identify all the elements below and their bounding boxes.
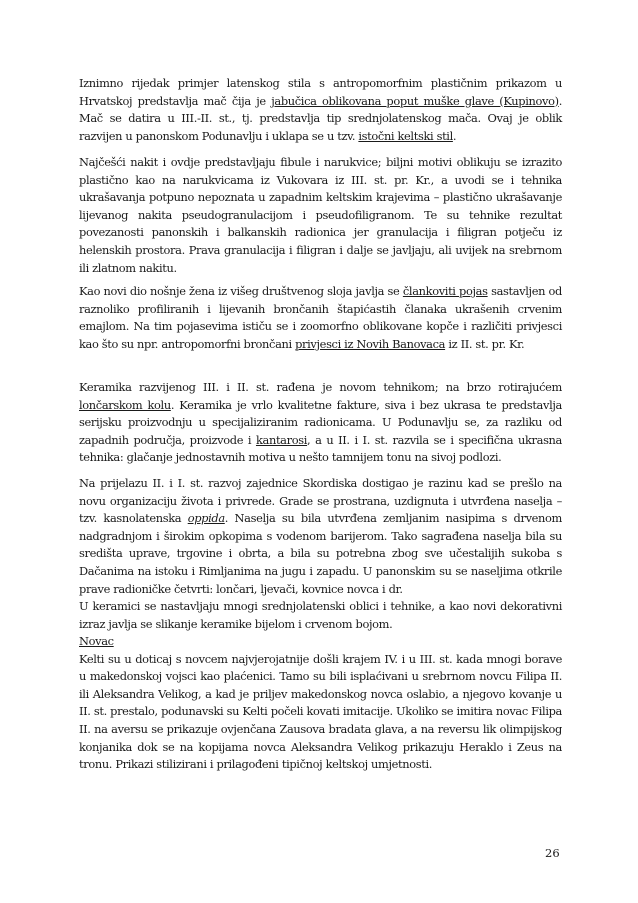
text-run: .	[452, 128, 457, 143]
paragraph-pottery	[79, 379, 562, 467]
text-run: . Keramika je vrlo kvalitetne fakture, siva i bez ukrasa te predstavlja serijsku proizvodnju u specijaliziranim radionicama. U Podunavlju se, za razliku od zapadnih područja, proizvode i	[79, 397, 563, 447]
text-run: Na prijelazu II. i I. st. razvoj zajednice Skordiska dostigao je razinu kad se prešlo na novu organizaciju života i privrede. Grade se prostrana, uzdignuta i utvrđena naselja – tzv. kasnolatenska	[79, 476, 562, 526]
paragraph-sword	[79, 75, 562, 145]
link-oppida[interactable]: oppida	[187, 511, 225, 526]
paragraph-jewellery	[79, 154, 562, 277]
page-number: 26	[545, 846, 560, 860]
section-coinage	[79, 633, 562, 774]
paragraph-oppida	[79, 475, 562, 633]
paragraph-text: Kelti su u doticaj s novcem najvjerojatnije došli krajem IV. i u III. st. kada mnogi borave u makedonskoj vojsci kao plaćenici. Tamo su bili isplaćivani u srebrnom novcu Filipa II. ili Aleksandra Velikog, a kad je priljev makedonskog novca oslabio, a njegovo kovanje u II. st. prestalo, podunavski su Kelti počeli kovati imitacije. Ukoliko se imitira novac Filipa II. na aversu se prikazuje ovjenčana Zausova bradata glava, a na reversu lik olimpijskog konjanika dok se na kopijama novca Aleksandra Velikog prikazuju Heraklo i Zeus na tronu. Prikazi stilizirani i prilagođeni tipičnoj keltskoj umjetnosti.	[79, 651, 562, 772]
text-run: Iznimno rijedak primjer latenskog stila s antropomorfnim plastičnim prikazom u Hrvatskoj predstavlja mač čija je	[79, 76, 562, 108]
link-kupinovo-pommel[interactable]: jabučica oblikovana poput muške glave (Kupinovo)	[271, 93, 559, 108]
link-segmented-belt[interactable]: člankoviti pojas	[402, 284, 488, 298]
link-potters-wheel[interactable]: lončarskom kolu	[79, 397, 171, 412]
text-run: iz II. st. pr. Kr.	[445, 336, 525, 351]
text-run: Kao novi dio nošnje žena iz višeg društvenog sloja javlja se	[79, 284, 403, 298]
text-run: sastavljen od raznoliko profiliranih i lijevanih brončanih štapićastih članaka ukrašenih crvenim emajlom. Na tim pojasevima ističu se i zoomorfno oblikovane kopče i različiti privjesci kao što su npr. antropomorfni brončani	[79, 284, 563, 351]
section-heading: Novac	[79, 634, 114, 648]
link-eastern-celtic-style[interactable]: istočni keltski stil	[358, 128, 453, 143]
paragraph-text: U keramici se nastavljaju mnogi srednjolatenski oblici i tehnike, a kao novi dekorativni izraz javlja se slikanje keramike bijelom i crvenom bojom.	[79, 599, 562, 631]
link-kantharoi[interactable]: kantarosi	[255, 432, 308, 447]
text-run: , a u II. i I. st. razvila se i specifična ukrasna tehnika: glačanje jednostavnih motiva u nešto tamnijem tonu na sivoj podlozi.	[79, 432, 562, 465]
text-run: . Naselja su bila utvrđena zemljanim nasipima s drvenom nadgradnjom i širokim opkopima s vodenom barijerom. Tako sagrađena naselja bila su središta uprave, trgovine i obrta, a bila su potrebna zbog sve učestalijih sukoba s Dačanima na istoku i Rimljanima na jugu i zapadu. U panonskim su se naseljima otkrile prave radioničke četvrti: lončari, ljevači, kovnice novca i dr.	[79, 511, 562, 596]
text-run: Keramika razvijenog III. i II. st. rađena je novom tehnikom; na brzo rotirajućem	[79, 380, 562, 394]
link-novi-banovci-pendants[interactable]: privjesci iz Novih Banovaca	[295, 336, 446, 351]
paragraph-belt	[79, 283, 562, 353]
paragraph-text: Najčešći nakit i ovdje predstavljaju fibule i narukvice; biljni motivi oblikuju se izrazito plastično kao na narukvicama iz Vukovara iz III. st. pr. Kr., a uvodi se i tehnika ukrašavanja potpuno nepoznata u zapadnim keltskim krajevima – plastično ukrašavanje lijevanog nakita pseudogranulacijom i pseudofiligranom. Te su tehnike rezultat povezanosti panonskih i balkanskih radionica jer granulacija i filigran potječu iz helenskih prostora. Prava granulacija i filigran i dalje se javljaju, ali uvijek na srebrnom ili zlatnom nakitu.	[79, 155, 562, 275]
text-run: . Mač se datira u III.-II. st., tj. predstavlja tip srednjolatenskog mača. Ovaj je oblik razvijen u panonskom Podunavlju i uklapa se u tzv.	[79, 93, 562, 143]
